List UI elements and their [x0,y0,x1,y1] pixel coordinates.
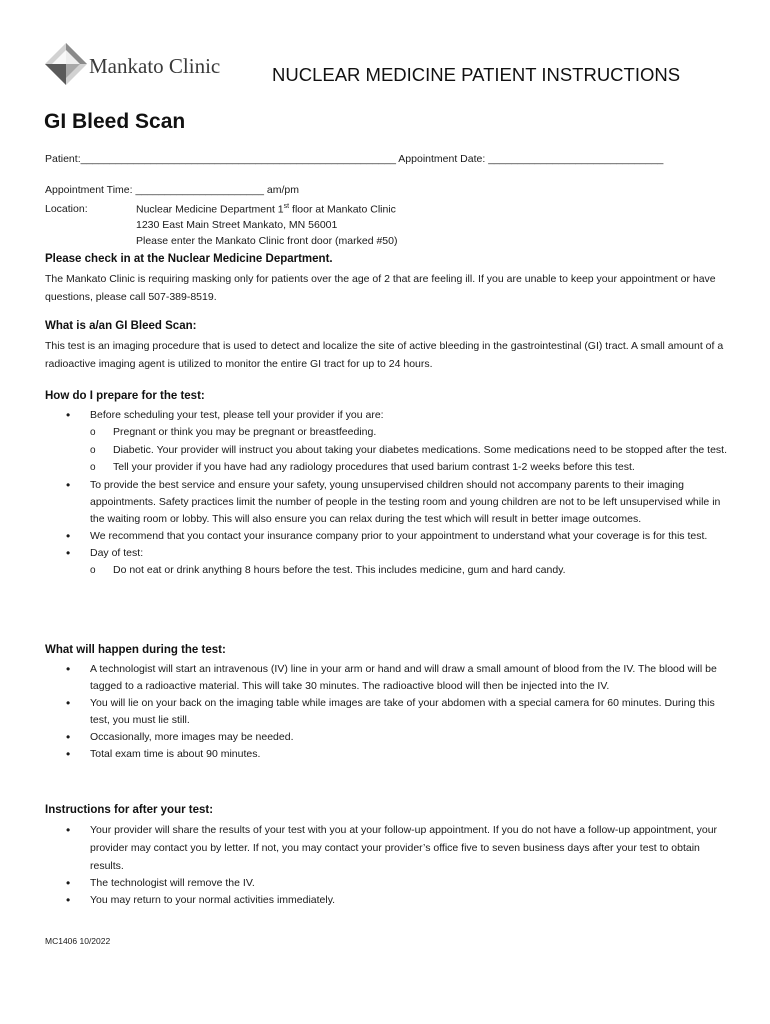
sub-list-item: o Diabetic. Your provider will instruct you about taking your diabetes medications. Some medications need to be stopped after the test. [90,442,735,460]
ampm-label: am/pm [266,184,299,196]
sub-list-item: o Do not eat or drink anything 8 hours before the test. This includes medicine, gum and hard candy. [90,562,735,580]
form-number: MC1406 10/2022 [45,936,111,946]
appointment-date-label: Appointment Date: [398,153,486,165]
location-line-1 [136,203,396,216]
list-item: • To provide the best service and ensure your safety, young unsupervised children should not accompany parents to their imaging appointments. Safety practices limit the number of people in the testing room and young children are not to be left unsupervised while in the waiting room or lobby. This will also ensure you can relax during the test which will result in better image outcomes. [45,477,735,528]
after-section [45,801,735,909]
after-list [45,821,735,909]
what-is-heading: What is a/an GI Bleed Scan: [45,320,197,332]
location-label: Location: [45,203,88,215]
patient-field[interactable]: ______________________________________________________ [80,153,396,165]
location-floor-sup: st [283,203,290,210]
list-item [45,545,735,580]
location-department: Nuclear Medicine Department 1 [136,203,284,216]
prepare-list [45,407,735,579]
list-item: • You will lie on your back on the imaging table while images are take of your abdomen with a special camera for 60 minutes. During this test, you must lie still. [45,695,735,729]
list-item: • Total exam time is about 90 minutes. [45,746,735,763]
location-line-2: 1230 East Main Street Mankato, MN 56001 [136,219,338,231]
location-floor: floor at Mankato Clinic [289,203,396,216]
checkin-body: The Mankato Clinic is requiring masking only for patients over the age of 2 that are feeling ill. If you are unable to keep your appointment or have questions, please call 507-389-8519. [45,273,716,303]
list-item [45,407,735,477]
clinic-logo-mark-icon [44,42,88,86]
page-title: GI Bleed Scan [44,110,186,133]
prepare-section [45,387,735,579]
sub-list-item: o Tell your provider if you have had any radiology procedures that used barium contrast 1-2 weeks before this test. [90,459,735,477]
list-item-text: Day of test: [90,546,144,559]
list-item: • We recommend that you contact your insurance company prior to your appointment to understand what your coverage is for this test. [45,528,735,545]
sub-list-item: o Pregnant or think you may be pregnant or breastfeeding. [90,424,735,442]
checkin-section [45,250,735,306]
list-item: • A technologist will start an intravenous (IV) line in your arm or hand and will draw a small amount of blood from the IV. The blood will be tagged to a radioactive material. This will take 30 minutes. The radioactive blood will then be injected into the IV. [45,661,735,695]
appointment-time-field[interactable]: ______________________ [135,184,264,196]
after-heading: Instructions for after your test: [45,804,214,816]
header-title: NUCLEAR MEDICINE PATIENT INSTRUCTIONS [272,64,681,85]
patient-row [45,153,663,165]
list-item: • Occasionally, more images may be needed. [45,729,735,746]
appointment-time-row [45,184,299,196]
patient-label: Patient: [45,153,81,165]
appointment-date-field[interactable]: ______________________________ [488,153,664,165]
appointment-time-label: Appointment Time: [45,184,133,196]
what-is-body: This test is an imaging procedure that is used to detect and localize the site of active bleeding in the gastrointestinal (GI) tract. A small amount of a radioactive imaging agent is utilized to monitor the entire GI tract for up to 24 hours. [45,340,724,370]
logo-text: Mankato Clinic [89,54,221,78]
checkin-heading: Please check in at the Nuclear Medicine Department. [45,253,333,265]
clinic-logo [44,42,244,90]
during-list [45,661,735,763]
list-item-text: Before scheduling your test, please tell your provider if you are: [90,409,384,421]
list-item: • The technologist will remove the IV. [45,875,735,892]
list-item: • You may return to your normal activities immediately. [45,892,735,909]
location-line-3: Please enter the Mankato Clinic front door (marked #50) [136,235,398,247]
list-item: • Your provider will share the results of your test with you at your follow-up appointment. If you do not have a follow-up appointment, your provider may contact you by letter. If not, you may contact your provider’s office five to seven business days after your test to obtain results. [45,821,735,875]
sub-list [90,562,735,580]
during-heading: What will happen during the test: [45,644,226,656]
sub-list [90,424,735,477]
prepare-heading: How do I prepare for the test: [45,390,205,402]
during-section [45,641,735,763]
what-is-section [45,317,735,373]
